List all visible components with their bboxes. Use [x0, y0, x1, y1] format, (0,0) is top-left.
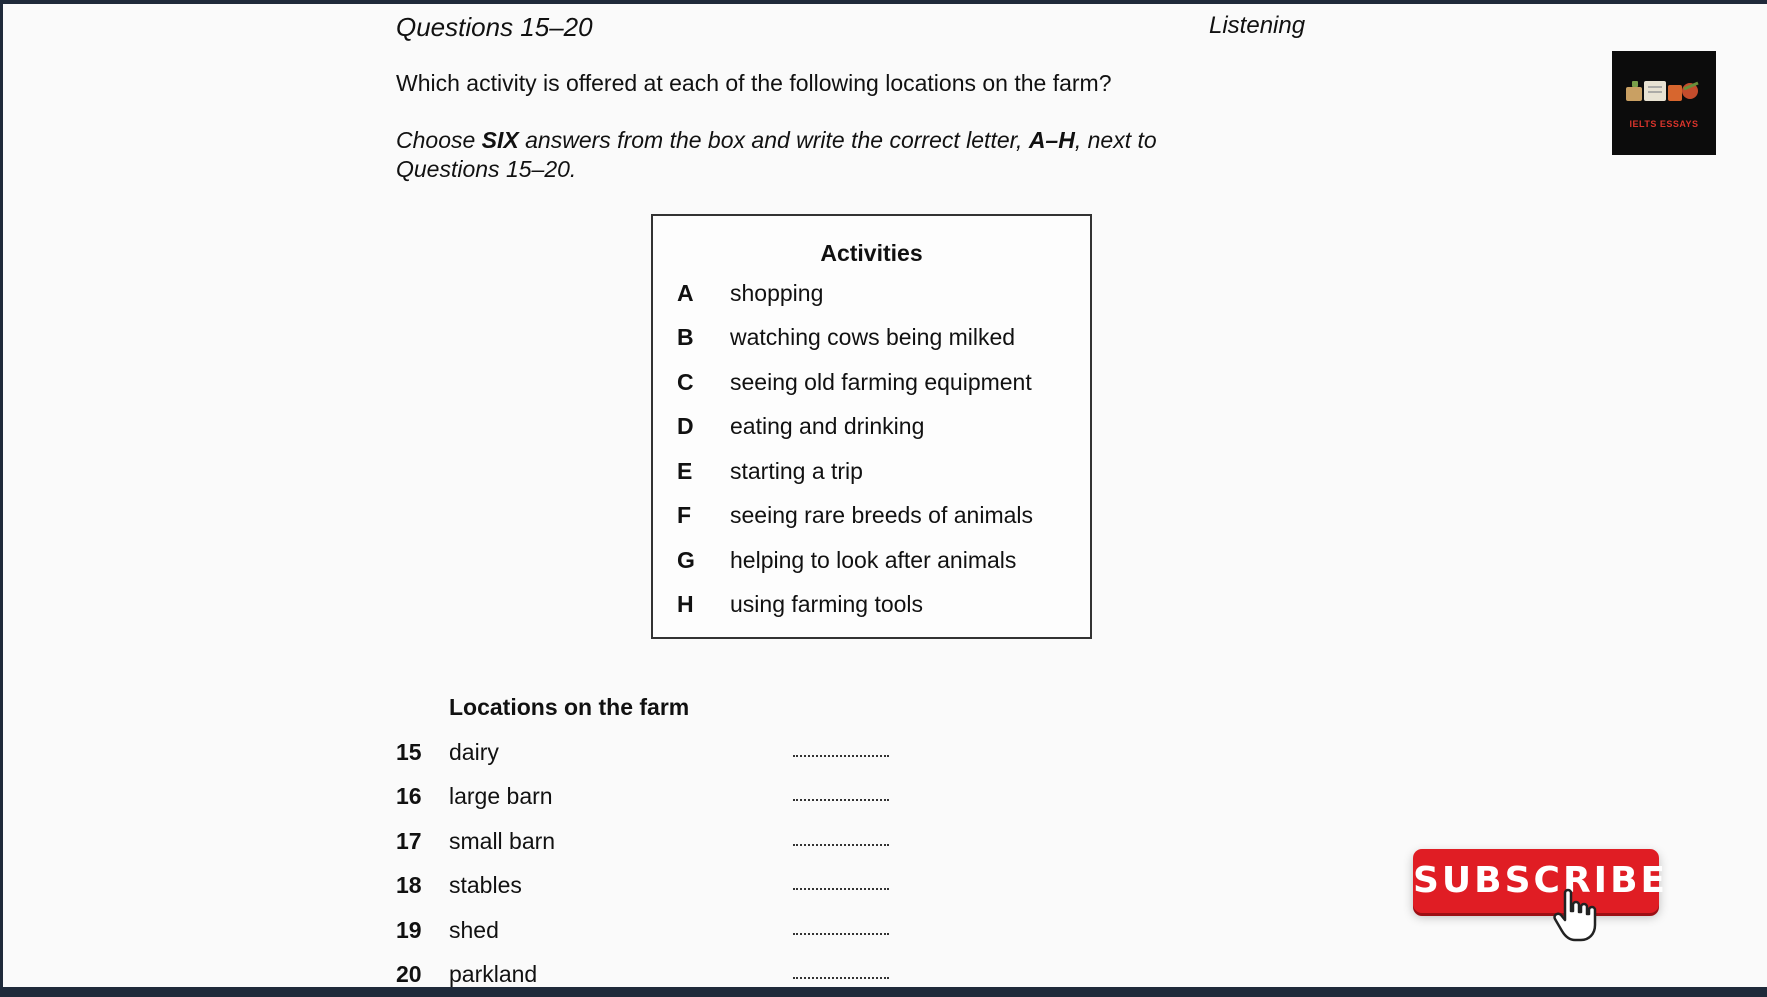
- locations-title: Locations on the farm: [449, 694, 690, 720]
- location-name: small barn: [449, 828, 556, 854]
- exam-page: [3, 4, 1767, 991]
- answer-blank[interactable]: [793, 755, 889, 757]
- section-label: Listening: [1209, 12, 1306, 39]
- activity-text: seeing old farming equipment: [730, 369, 1032, 395]
- activity-text: using farming tools: [730, 591, 924, 617]
- location-name: large barn: [449, 783, 553, 809]
- activity-letter: F: [677, 502, 692, 528]
- activity-row: [653, 413, 1090, 453]
- books-logo-icon: [1624, 77, 1704, 105]
- location-name: parkland: [449, 961, 538, 987]
- activity-row: [653, 591, 1090, 631]
- location-row: [396, 917, 916, 953]
- answer-blank[interactable]: [793, 799, 889, 801]
- activity-row: [653, 547, 1090, 587]
- activity-row: [653, 369, 1090, 409]
- location-name: dairy: [449, 739, 499, 765]
- question-number: 20: [396, 961, 422, 987]
- activity-row: [653, 324, 1090, 364]
- instruction-range: A–H: [1028, 127, 1075, 153]
- activity-text: seeing rare breeds of animals: [730, 502, 1033, 528]
- instruction-part: Choose: [396, 127, 482, 153]
- location-name: stables: [449, 872, 522, 898]
- questions-heading: Questions 15–20: [396, 12, 593, 42]
- location-row: [396, 872, 916, 908]
- answer-blank[interactable]: [793, 977, 889, 979]
- activity-text: helping to look after animals: [730, 547, 1017, 573]
- subscribe-button[interactable]: SUBSCRIBE: [1413, 849, 1659, 913]
- location-row: [396, 828, 916, 864]
- activity-text: shopping: [730, 280, 824, 306]
- activity-letter: E: [677, 458, 693, 484]
- question-number: 17: [396, 828, 422, 854]
- activity-text: eating and drinking: [730, 413, 925, 439]
- location-row: [396, 783, 916, 819]
- logo-text: IELTS ESSAYS: [1629, 119, 1699, 129]
- question-number: 16: [396, 783, 422, 809]
- question-number: 15: [396, 739, 422, 765]
- activity-row: [653, 502, 1090, 542]
- activity-text: watching cows being milked: [730, 324, 1016, 350]
- question-number: 18: [396, 872, 422, 898]
- instruction-six: SIX: [481, 127, 519, 153]
- activity-row: [653, 280, 1090, 320]
- question-number: 19: [396, 917, 422, 943]
- activity-letter: H: [677, 591, 694, 617]
- answer-blank[interactable]: [793, 888, 889, 890]
- activity-letter: B: [677, 324, 694, 350]
- instruction-text: [396, 126, 1216, 184]
- answer-blank[interactable]: [793, 844, 889, 846]
- location-name: shed: [449, 917, 499, 943]
- location-row: [396, 961, 916, 997]
- activity-letter: D: [677, 413, 694, 439]
- activity-letter: C: [677, 369, 694, 395]
- answer-blank[interactable]: [793, 933, 889, 935]
- activity-letter: A: [677, 280, 694, 306]
- location-row: [396, 739, 916, 775]
- instruction-part: answers from the box and write the correct letter,: [518, 127, 1029, 153]
- question-text: Which activity is offered at each of the following locations on the farm?: [396, 70, 1112, 96]
- activity-text: starting a trip: [730, 458, 863, 484]
- activity-row: [653, 458, 1090, 498]
- channel-logo: [1612, 51, 1716, 155]
- activity-letter: G: [677, 547, 695, 573]
- instruction-part: , next to Questions 15–20.: [396, 127, 1157, 182]
- activities-box: [651, 214, 1092, 639]
- hand-pointer-icon: [1551, 887, 1603, 943]
- activities-title: Activities: [820, 240, 923, 266]
